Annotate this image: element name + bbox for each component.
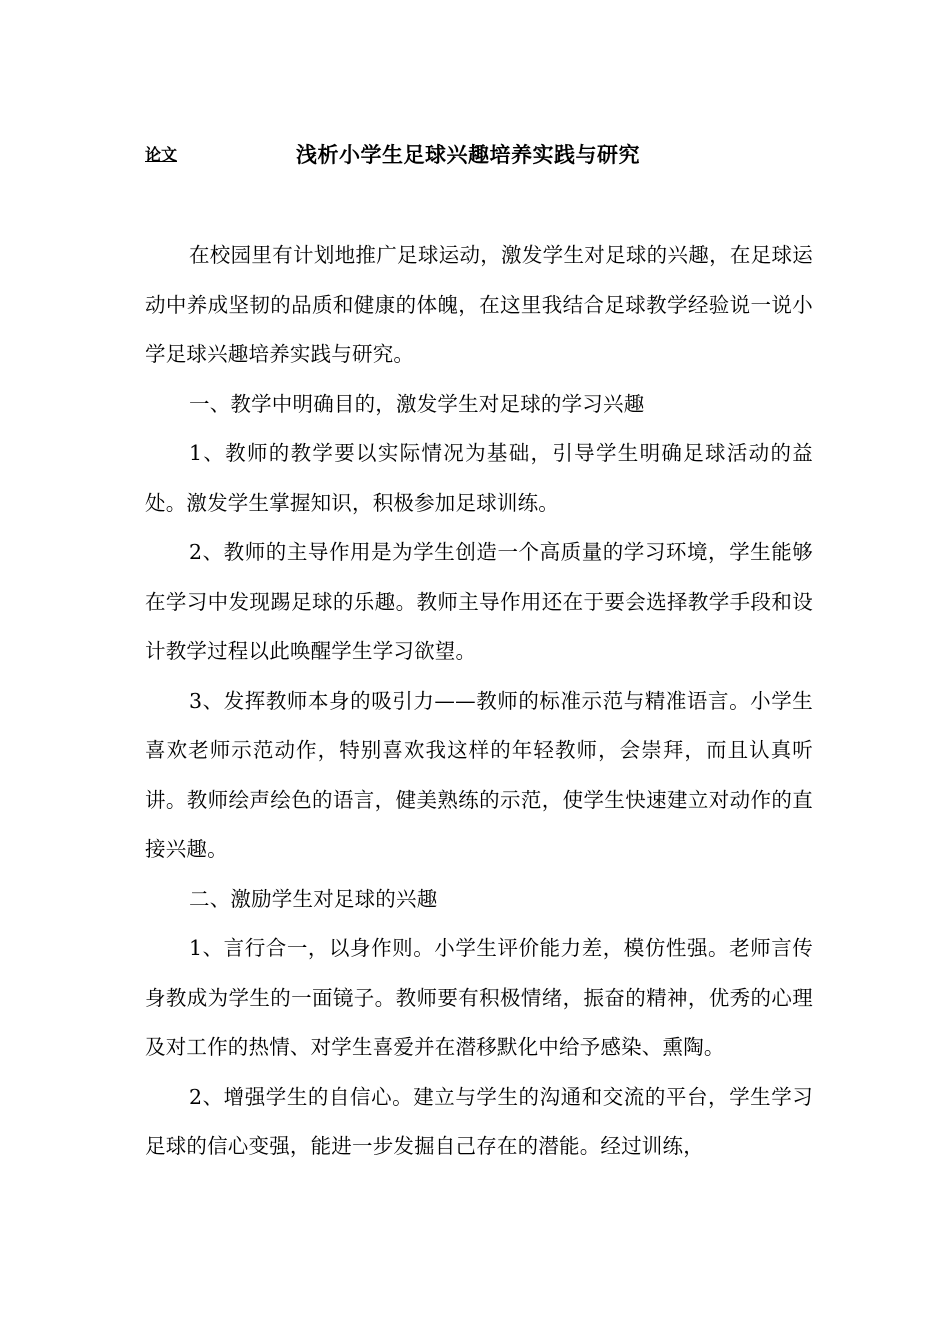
paragraph: 2、增强学生的自信心。建立与学生的沟通和交流的平台，学生学习足球的信心变强，能进一步发掘自己存在的潜能。经过训练， <box>145 1084 813 1158</box>
section-heading-1: 一、教学中明确目的，激发学生对足球的学习兴趣 <box>189 391 645 416</box>
paragraph: 1、教师的教学要以实际情况为基础，引导学生明确足球活动的益处。激发学生掌握知识，积极参加足球训练。 <box>145 441 813 515</box>
document-body <box>145 231 813 1172</box>
section-heading-2: 二、激励学生对足球的兴趣 <box>189 886 438 911</box>
paragraph: 1、言行合一，以身作则。小学生评价能力差，模仿性强。老师言传身教成为学生的一面镜子。教师要有积极情绪，振奋的精神，优秀的心理及对工作的热情、对学生喜爱并在潜移默化中给予感染、熏陶。 <box>145 936 813 1059</box>
document-title: 浅析小学生足球兴趣培养实践与研究 <box>296 143 640 167</box>
paragraph-intro: 在校园里有计划地推广足球运动，激发学生对足球的兴趣，在足球运动中养成坚韧的品质和健康的体魄，在这里我结合足球教学经验说一说小学足球兴趣培养实践与研究。 <box>145 243 813 366</box>
paragraph: 2、教师的主导作用是为学生创造一个高质量的学习环境，学生能够在学习中发现踢足球的乐趣。教师主导作用还在于要会选择教学手段和设计教学过程以此唤醒学生学习欲望。 <box>145 540 813 663</box>
paragraph: 3、发挥教师本身的吸引力——教师的标准示范与精准语言。小学生喜欢老师示范动作，特别喜欢我这样的年轻教师，会崇拜，而且认真听讲。教师绘声绘色的语言，健美熟练的示范，使学生快速建立对动作的直接兴趣。 <box>145 688 813 861</box>
document-label: 论文 <box>145 145 178 164</box>
